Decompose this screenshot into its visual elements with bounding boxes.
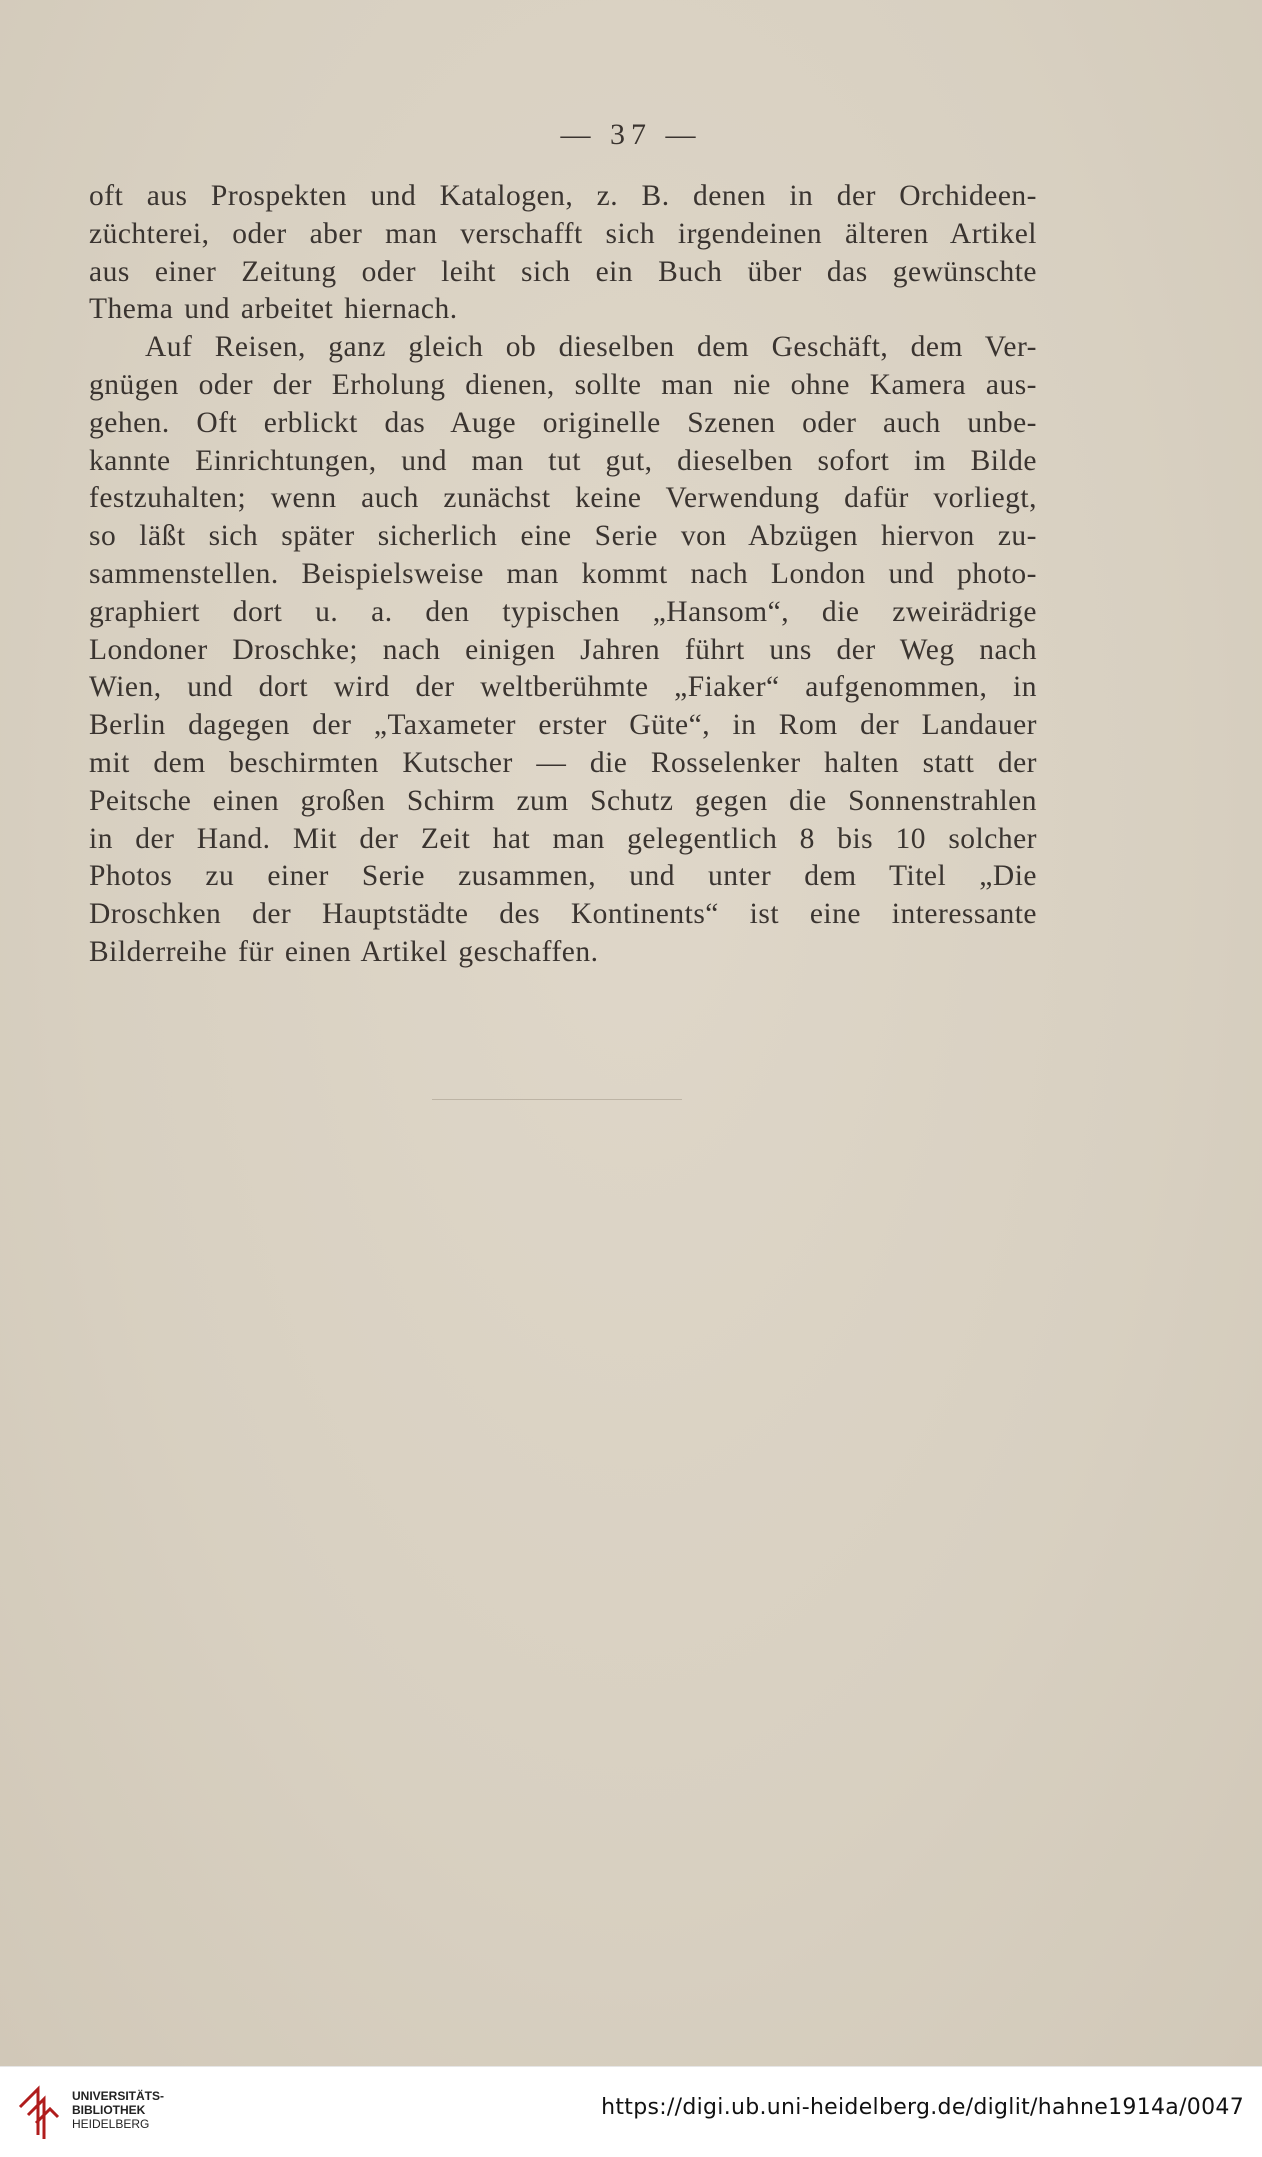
- library-name-line: BIBLIOTHEK: [72, 2103, 146, 2117]
- text-line: graphiert dort u. a. den typischen „Hansom“, die zweirädrige: [89, 595, 1037, 628]
- footer-bar: [0, 2066, 1262, 2157]
- text-line: Wien, und dort wird der weltberühmte „Fiaker“ aufgenommen, in: [89, 671, 1037, 704]
- text-line: sammenstellen. Beispielsweise man kommt nach London und photo-: [89, 557, 1037, 590]
- text-line: aus einer Zeitung oder leiht sich ein Buch über das gewünschte: [89, 255, 1037, 288]
- text-line: Bilderreihe für einen Artikel geschaffen.: [89, 935, 599, 968]
- library-name-line: HEIDELBERG: [72, 2117, 150, 2131]
- text-line: gnügen oder der Erholung dienen, sollte man nie ohne Kamera aus-: [89, 368, 1037, 401]
- body-text: [89, 178, 1037, 972]
- divider-rule: [432, 1099, 682, 1100]
- text-line: gehen. Oft erblickt das Auge originelle Szenen oder auch unbe-: [89, 406, 1037, 439]
- text-line: Londoner Droschke; nach einigen Jahren führt uns der Weg nach: [89, 633, 1037, 666]
- library-name-line: UNIVERSITÄTS-: [72, 2089, 165, 2103]
- text-line: oft aus Prospekten und Katalogen, z. B. denen in der Orchideen-: [89, 180, 1037, 212]
- text-line: festzuhalten; wenn auch zunächst keine Verwendung dafür vorliegt,: [89, 482, 1037, 515]
- text-line: Photos zu einer Serie zusammen, und unter dem Titel „Die: [89, 860, 1037, 893]
- text-line: Thema und arbeitet hiernach.: [89, 293, 458, 326]
- library-logo-icon: [14, 2077, 64, 2143]
- library-name: [72, 2089, 164, 2131]
- page-number: — 37 —: [560, 118, 702, 151]
- text-line: Droschken der Hauptstädte des Kontinents“ ist eine interessante: [89, 898, 1037, 931]
- text-line: züchterei, oder aber man verschafft sich irgendeinen älteren Artikel: [89, 217, 1037, 250]
- text-line: mit dem beschirmten Kutscher — die Rosselenker halten statt der: [89, 746, 1037, 779]
- text-line: in der Hand. Mit der Zeit hat man gelegentlich 8 bis 10 solcher: [89, 822, 1037, 855]
- text-line: Peitsche einen großen Schirm zum Schutz gegen die Sonnenstrahlen: [89, 784, 1037, 817]
- text-line: Auf Reisen, ganz gleich ob dieselben dem Geschäft, dem Ver-: [145, 331, 1037, 364]
- text-line: kannte Einrichtungen, und man tut gut, dieselben sofort im Bilde: [89, 444, 1037, 477]
- permalink-url[interactable]: https://digi.ub.uni-heidelberg.de/diglit/hahne1914a/0047: [601, 2095, 1244, 2120]
- text-line: Berlin dagegen der „Taxameter erster Güte“, in Rom der Landauer: [89, 709, 1037, 742]
- text-line: so läßt sich später sicherlich eine Serie von Abzügen hiervon zu-: [89, 520, 1037, 553]
